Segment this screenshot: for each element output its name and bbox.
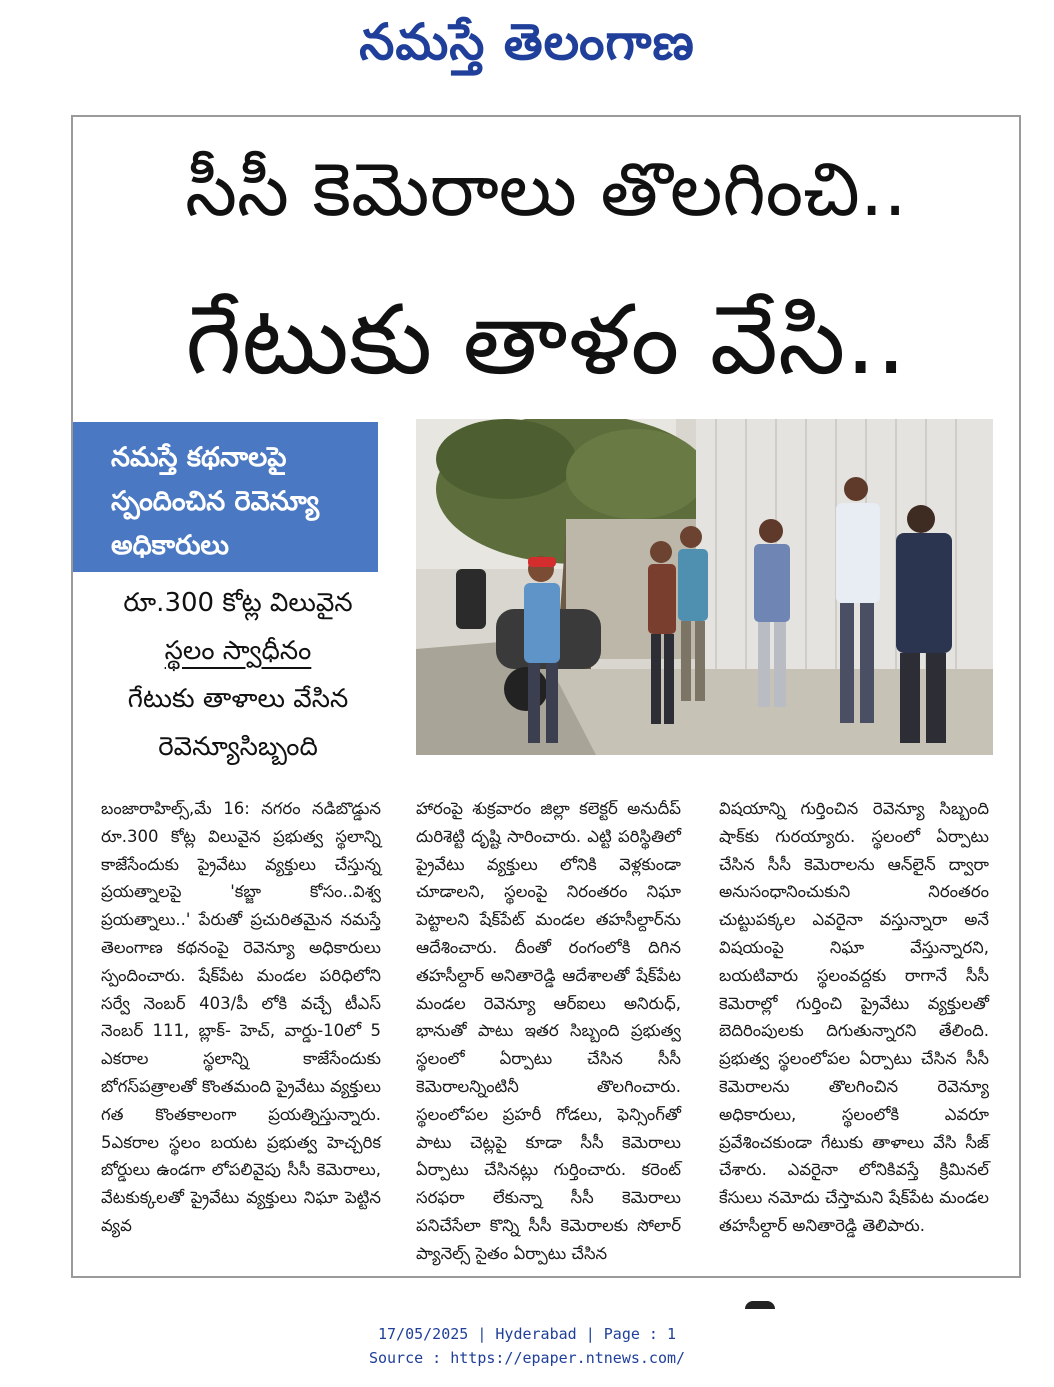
highlight-line: స్పందించిన రెవెన్యూ [111,486,320,517]
column-text: విషయాన్ని గుర్తించిన రెవెన్యూ సిబ్బంది షాక్‌కు గురయ్యారు. స్థలంలో ఏర్పాటు చేసిన సీసీ కెమెరాలను ఆన్‌లైన్ ద్వారా అనుసంధానించుకుని నిరంతరం చుట్టుపక్కల ఎవరైనా వస్తున్నారా అనే విషయంపై నిఘా వేస్తున్నారని, బయటివారు స్థలంవద్దకు రాగానే సీసీ కెమెరాల్లో గుర్తించి ప్రైవేటు వ్యక్తులతో బెదిరింపులకు దిగుతున్నారని తేలింది. ప్రభుత్వ స్థలంలోపల ఏర్పాటు చేసిన సీసీ కెమెరాలను తొలగించిన రెవెన్యూ అధికారులు, స్థలంలోకి ఎవరూ ప్రవేశించకుండా గేటుకు తాళాలు వేసి సీజ్ చేశారు. ఎవరైనా లోనికివస్తే క్రిమినల్ కేసులు నమోదు చేస్తామని షేక్‌పేట మండల తహసీల్దార్ అనితారెడ్డి తెలిపారు. [719,799,989,1235]
article-column-3 [719,795,989,1240]
article-column-1 [101,795,381,1240]
column-text: హారంపై శుక్రవారం జిల్లా కలెక్టర్ అనుదీప్ దురిశెట్టి దృష్టి సారించారు. ఎట్టి పరిస్థితిలో ప్రైవేటు వ్యక్తులు లోనికి వెళ్లకుండా చూడాలని, స్థలంపై నిరంతరం నిఘా పెట్టాలని షేక్‌పేట్ మండల తహసీల్దార్‌ను ఆదేశించారు. దీంతో రంగంలోకి దిగిన తహసీల్దార్ అనితారెడ్డి ఆదేశాలతో షేక్‌పేట మండల రెవెన్యూ ఆర్ఐలు అనిరుధ్, భానుతో పాటు ఇతర సిబ్బంది ప్రభుత్వ స్థలంలో ఏర్పాటు చేసిన సీసీ కెమెరాలన్నింటినీ తొలగించారు. స్థలంలోపల ప్రహరీ గోడలు, ఫెన్సింగ్‌తో పాటు చెట్లపై కూడా సీసీ కెమెరాలు ఏర్పాటు చేసినట్లు గుర్తించారు. కరెంట్ సరఫరా లేకున్నా సీసీ కెమెరాలు పనిచేసేలా కొన్ని సీసీ కెమెరాలకు సోలార్ ప్యానెల్స్ సైతం ఏర్పాటు చేసిన [416,799,681,1263]
subheadings [73,579,403,771]
newspaper-masthead: నమస్తే తెలంగాణ [359,12,695,71]
subhead: రెవెన్యూసిబ్బంది [158,732,318,762]
highlight-line: అధికారులు [111,530,229,561]
highlight-box [73,422,378,572]
footer-date-line: 17/05/2025 | Hyderabad | Page : 1 [377,1325,676,1343]
highlight-line: నమస్తే కథనాలపై [111,442,287,473]
headline-line-2: గేటుకు తాళం వేసి.. [185,284,907,396]
subhead: స్థలం స్వాధీనం [164,636,312,666]
news-photo-icon [416,419,993,755]
article-column-2 [416,795,681,1268]
decorative-mark [745,1301,775,1309]
subhead: రూ.300 కోట్ల విలువైన [123,588,353,618]
subhead: గేటుకు తాళాలు వేసిన [127,684,349,714]
footer-source-line: Source : https://epaper.ntnews.com/ [368,1349,686,1367]
headline-line-1: సీసీ కెమెరాలు తొలగించి.. [185,147,907,233]
column-text: బంజారాహిల్స్,మే 16: నగరం నడిబొడ్డున రూ.300 కోట్ల విలువైన ప్రభుత్వ స్థలాన్ని కాజేసేందుకు ప్రైవేటు వ్యక్తులు చేస్తున్న ప్రయత్నాలపై 'కబ్జా కోసం..విశ్వ ప్రయత్నాలు..' పేరుతో ప్రచురితమైన నమస్తే తెలంగాణ కథనంపై రెవెన్యూ అధికారులు స్పందించారు. షేక్‌పేట మండల పరిధిలోని సర్వే నెంబర్ 403/పీ లోకి వచ్చే టీఎస్ నెంబర్ 111, బ్లాక్- హెచ్, వార్డు-10లో 5 ఎకరాల స్థలాన్ని కాజేసేందుకు బోగస్‌పత్రాలతో కొంతమంది ప్రైవేటు వ్యక్తులు గత కొంతకాలంగా ప్రయత్నిస్తున్నారు. 5ఎకరాల స్థలం బయట ప్రభుత్వ హెచ్చరిక బోర్డులు ఉండగా లోపలివైపు సీసీ కెమెరాలు, వేటకుక్కలతో ప్రైవేటు వ్యక్తులు నిఘా పెట్టిన వ్యవ [101,799,381,1235]
news-article [71,115,1021,1278]
